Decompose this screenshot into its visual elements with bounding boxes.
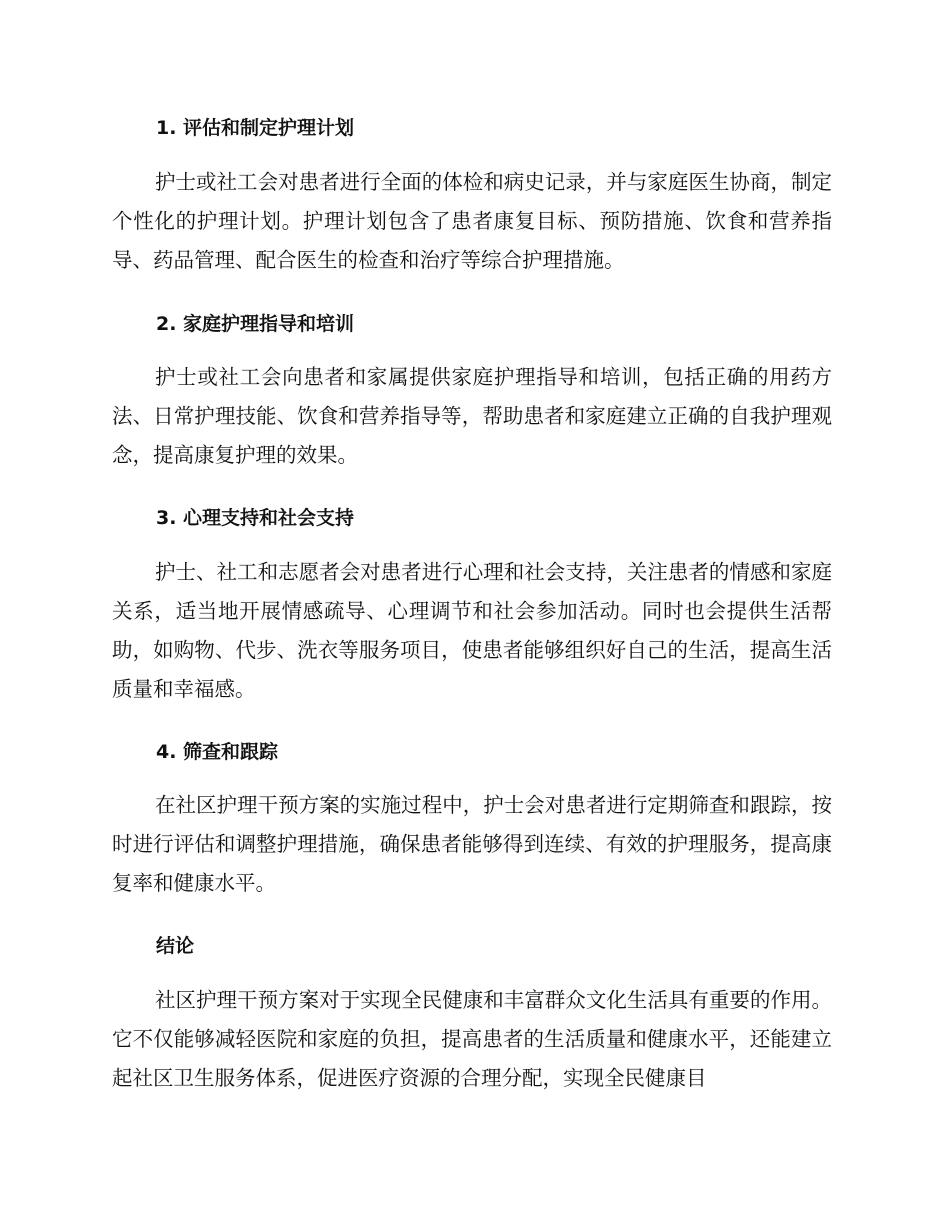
section-body-3: 护士、社工和志愿者会对患者进行心理和社会支持，关注患者的情感和家庭关系，适当地开展情感疏导、心理调节和社会参加活动。同时也会提供生活帮助，如购物、代步、洗衣等服务项目，使患者能够组织好自己的生活，提高生活质量和幸福感。 — [112, 560, 832, 701]
section-heading-4: 4. 筛查和跟踪 — [156, 741, 279, 763]
section-body-4: 在社区护理干预方案的实施过程中，护士会对患者进行定期筛查和跟踪，按时进行评估和调整护理措施，确保患者能够得到连续、有效的护理服务，提高康复率和健康水平。 — [112, 793, 832, 895]
conclusion-heading: 结论 — [156, 935, 195, 957]
section-heading-2: 2. 家庭护理指导和培训 — [156, 313, 355, 335]
section-body-2: 护士或社工会向患者和家属提供家庭护理指导和培训，包括正确的用药方法、日常护理技能、饮食和营养指导等，帮助患者和家庭建立正确的自我护理观念，提高康复护理的效果。 — [112, 365, 832, 467]
section-body-1: 护士或社工会对患者进行全面的体检和病史记录，并与家庭医生协商，制定个性化的护理计划。护理计划包含了患者康复目标、预防措施、饮食和营养指导、药品管理、配合医生的检查和治疗等综合护理措施。 — [112, 170, 832, 272]
section-heading-1: 1. 评估和制定护理计划 — [156, 117, 355, 139]
conclusion-body: 社区护理干预方案对于实现全民健康和丰富群众文化生活具有重要的作用。它不仅能够减轻医院和家庭的负担，提高患者的生活质量和健康水平，还能建立起社区卫生服务体系，促进医疗资源的合理分配，实现全民健康目 — [112, 988, 832, 1090]
section-heading-3: 3. 心理支持和社会支持 — [156, 507, 355, 529]
